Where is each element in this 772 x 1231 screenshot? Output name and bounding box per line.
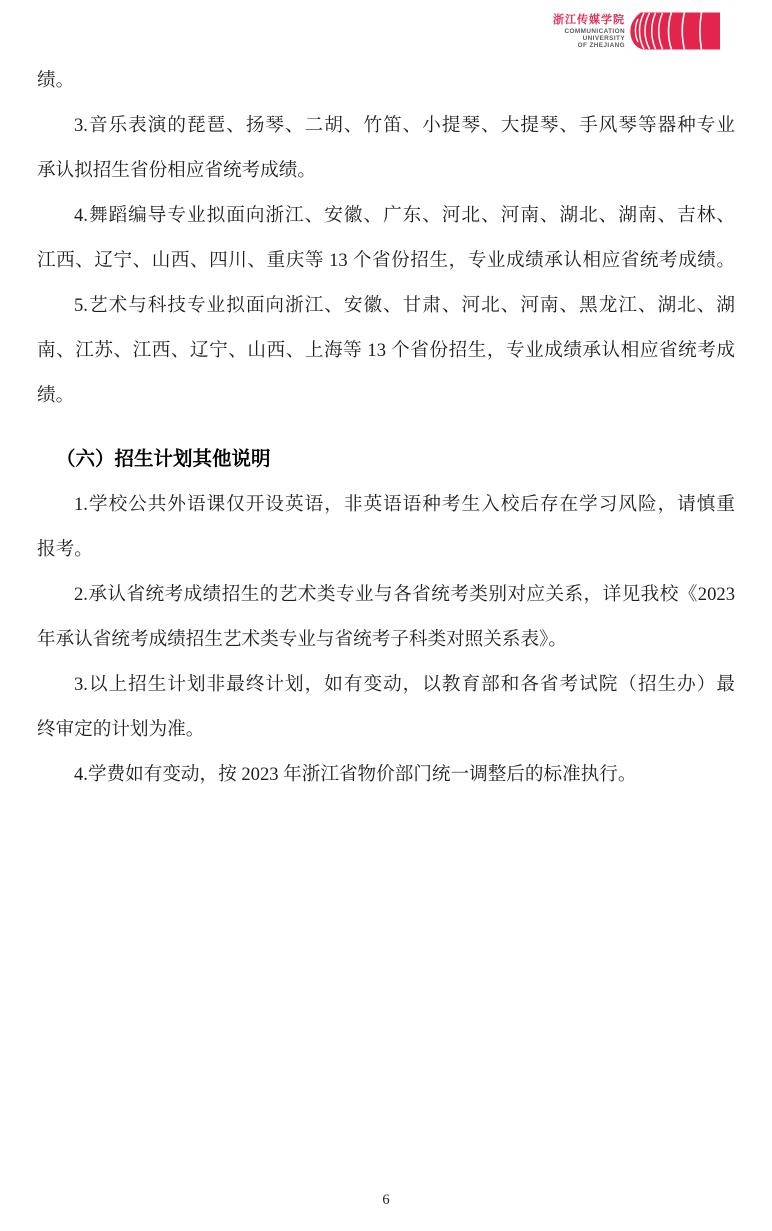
logo-english-line: UNIVERSITY	[582, 35, 625, 42]
logo-chinese-name: 浙江传媒学院	[553, 14, 625, 26]
paragraph	[37, 482, 735, 572]
document-body	[37, 58, 735, 797]
section-heading	[37, 437, 735, 482]
text-line: 承认拟招生省份相应省统考成绩。	[37, 160, 316, 181]
text-line: 4.学费如有变动，按 2023 年浙江省物价部门统一调整后的标准执行。	[74, 764, 637, 785]
text-line: 3.以上招生计划非最终计划，如有变动，以教育部和各省考试院（招生办）最	[74, 674, 735, 695]
university-logo	[549, 12, 720, 50]
text-line: 4.舞蹈编导专业拟面向浙江、安徽、广东、河北、河南、湖北、湖南、吉林、	[74, 205, 735, 226]
paragraph	[37, 752, 735, 797]
text-line: 3.音乐表演的琵琶、扬琴、二胡、竹笛、小提琴、大提琴、手风琴等器种专业	[74, 115, 735, 136]
logo-text-block	[549, 12, 625, 49]
paragraph	[37, 58, 735, 103]
paragraph	[37, 103, 735, 193]
text-line: 绩。	[37, 70, 75, 91]
text-line: 江西、辽宁、山西、四川、重庆等 13 个省份招生，专业成绩承认相应省统考成绩。	[37, 250, 735, 271]
text-line: （六）招生计划其他说明	[56, 449, 271, 470]
logo-english-line: COMMUNICATION	[564, 28, 625, 35]
paragraph	[37, 193, 735, 283]
paragraph	[37, 283, 735, 418]
text-line: 5.艺术与科技专业拟面向浙江、安徽、甘肃、河北、河南、黑龙江、湖北、湖	[74, 295, 735, 316]
logo-english-name	[565, 28, 625, 49]
text-line: 年承认省统考成绩招生艺术类专业与省统考子科类对照关系表》。	[37, 629, 567, 650]
text-line: 绩。	[37, 385, 75, 406]
paragraph	[37, 662, 735, 752]
text-line: 南、江苏、江西、辽宁、山西、上海等 13 个省份招生，专业成绩承认相应省统考成	[37, 340, 735, 361]
text-line: 报考。	[37, 539, 93, 560]
brush-strokes-icon	[629, 12, 720, 50]
page-number: 6	[382, 1192, 390, 1208]
paragraph	[37, 572, 735, 662]
text-line: 终审定的计划为准。	[37, 719, 205, 740]
text-line: 1.学校公共外语课仅开设英语，非英语语种考生入校后存在学习风险，请慎重	[74, 494, 735, 515]
text-line: 2.承认省统考成绩招生的艺术类专业与各省统考类别对应关系，详见我校《2023	[74, 584, 735, 605]
logo-english-line: OF ZHEJIANG	[577, 42, 625, 49]
